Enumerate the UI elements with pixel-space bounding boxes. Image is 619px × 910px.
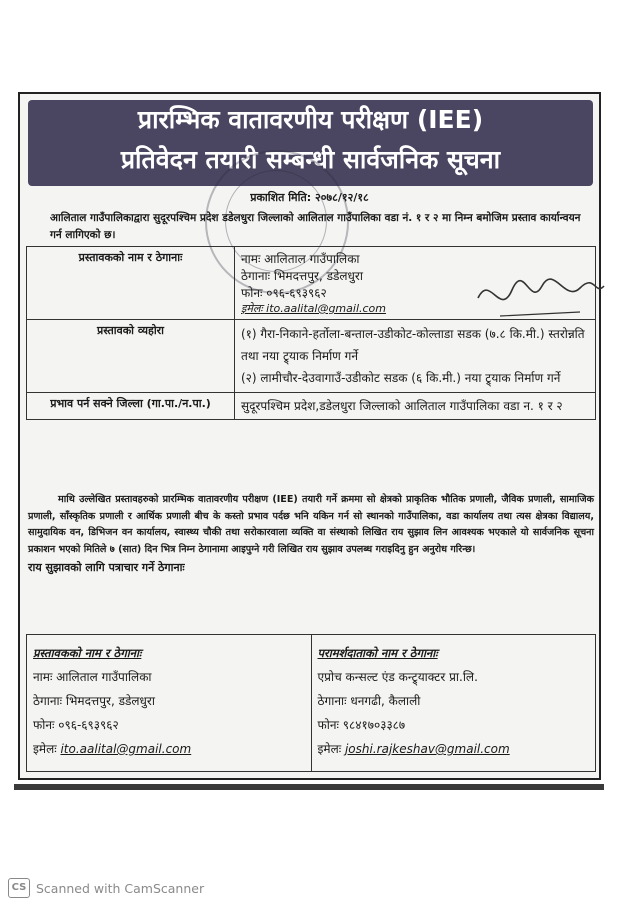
- proponent-name: नामः आलिताल गाउँपालिका: [33, 670, 152, 684]
- consultant-heading: परामर्शदाताको नाम र ठेगानाः: [317, 646, 438, 660]
- consultant-contact: [311, 635, 596, 771]
- page-bottom-rule: [14, 784, 604, 790]
- intro-text: आलिताल गाउँपालिकाद्वारा सुदूरपश्चिम प्रदेश डडेलधुरा जिल्लाको आलिताल गाउँपालिका वडा नं. १ र २ मा निम्न बमोजिम प्रस्ताव कार्यान्वयन गर्न लागिएको छ।: [50, 212, 581, 241]
- email-label: इमेलः: [317, 742, 342, 756]
- camscanner-logo-icon: CS: [8, 878, 30, 898]
- notice-paragraph: [28, 492, 594, 577]
- table-row: [27, 320, 596, 393]
- detail-line: ठेगानाः भिमदत्तपुर, डडेलधुरा: [241, 269, 363, 283]
- affected-area-details: [235, 393, 596, 420]
- proponent-label: प्रस्तावकको नाम र ठेगानाः: [27, 247, 235, 320]
- scanner-footer: [8, 878, 204, 898]
- published-date: प्रकाशित मिति: २०७८/१२/१८: [250, 191, 369, 204]
- detail-line: (१) गैरा-निकाने-हर्तोला-बन्ताल-उडीकोट-कोल्ताडा सडक (७.८ कि.मी.) स्तरोन्नति तथा नया ट्र्याक निर्माण गर्ने: [241, 327, 585, 363]
- proposal-label: प्रस्तावको व्यहोरा: [27, 320, 235, 393]
- mail-heading: राय सुझावको लागि पत्राचार गर्ने ठेगानाः: [28, 561, 185, 574]
- proposal-details: [235, 320, 596, 393]
- detail-line: (२) लामीचौर-देउवागाउँ-उडीकोट सडक (६ कि.मी.) नया ट्र्याक निर्माण गर्ने: [241, 371, 561, 385]
- proponent-heading: प्रस्तावकको नाम र ठेगानाः: [33, 646, 142, 660]
- contact-boxes: [26, 634, 596, 772]
- affected-area-label: प्रभाव पर्न सक्ने जिल्ला (गा.पा./न.पा.): [27, 393, 235, 420]
- consultant-name: एप्रोच कन्सल्ट एंड कन्ट्र्याक्टर प्रा.लि.: [317, 670, 478, 684]
- consultant-email-row: [318, 737, 590, 761]
- table-row: [27, 247, 596, 320]
- email-label: इमेलः: [33, 742, 57, 756]
- proponent-email-row: [33, 737, 305, 761]
- detail-line: सुदूरपश्चिम प्रदेश,डडेलधुरा जिल्लाको आलिताल गाउँपालिका वडा न. १ र २: [241, 399, 563, 413]
- footer-text: Scanned with CamScanner: [36, 880, 205, 896]
- banner-title-line1: प्रारम्भिक वातावरणीय परीक्षण (IEE): [137, 105, 484, 134]
- proponent-details: [235, 247, 596, 320]
- consultant-address: ठेगानाः धनगढी, कैलाली: [317, 694, 421, 708]
- notice-banner: [28, 100, 593, 186]
- consultant-email: joshi.rajkeshav@gmail.com: [344, 742, 510, 756]
- proponent-email: ito.aalital@gmail.com: [60, 742, 192, 756]
- proponent-contact: [27, 635, 311, 771]
- paragraph-text: माथि उल्लेखित प्रस्तावहरुको प्रारम्भिक वातावरणीय परीक्षण (IEE) तयारी गर्ने क्रममा सो क्षेत्रको प्राकृतिक भौतिक प्रणाली, जैविक प्रणाली, सामाजिक प्रणाली, साँस्कृतिक प्रणाली र आर्थिक प्रणाली बीच के कस्तो प्रभाव पर्दछ भनि यकिन गर्न सो स्थानको गाउँपालिका, वडा कार्यालय तथा त्यस क्षेत्रका विद्यालय, सामुदायिक वन, डिभिजन वन कार्यालय, स्वास्थ्य चौकी तथा सरोकारवाला व्यक्ति वा संस्थाको लिखित राय सुझाव लिन आवश्यक भएकाले यो सार्वजनिक सूचना प्रकाशन भएको मितिले ७ (सात) दिन भित्र निम्न ठेगानामा आइपुग्ने गरी लिखित राय सुझाव उपलब्ध गराइदिनु हुन अनुरोध गरिन्छ।: [28, 494, 594, 555]
- detail-line: फोनः ०९६-६९३९६२: [241, 286, 327, 300]
- public-notice: [18, 92, 601, 780]
- table-row: [27, 393, 596, 420]
- proponent-address: ठेगानाः भिमदत्तपुर, डडेलधुरा: [33, 694, 155, 708]
- banner-title-line2: प्रतिवेदन तयारी सम्बन्धी सार्वजनिक सूचना: [120, 145, 501, 174]
- consultant-phone: फोनः ९८४१७०३३८७: [317, 718, 406, 732]
- detail-line: नामः आलिताल गाउँपालिका: [241, 252, 360, 266]
- proponent-phone: फोनः ०९६-६९३९६२: [33, 718, 119, 732]
- detail-line: इमेलः ito.aalital@gmail.com: [241, 302, 386, 315]
- proposal-info-table: [26, 246, 596, 420]
